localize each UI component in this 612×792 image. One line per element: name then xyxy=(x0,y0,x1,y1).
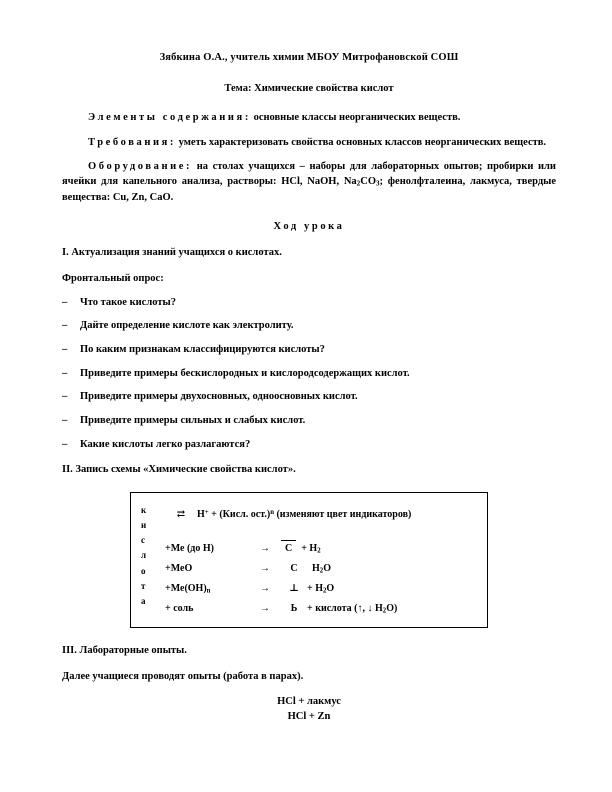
list-item xyxy=(62,438,556,452)
acid-properties-scheme xyxy=(130,492,488,628)
row2-product: С xyxy=(281,540,296,556)
scheme-letter: и xyxy=(141,520,147,531)
author-line: Зябкина О.А., учитель химии МБОУ Митрофановской СОШ xyxy=(159,52,459,63)
scheme-reaction-rows xyxy=(157,503,479,619)
list-item xyxy=(62,414,556,428)
scheme-letter: т xyxy=(141,580,146,591)
experiment-item: HCl + Zn xyxy=(287,710,331,722)
scheme-row-base xyxy=(165,579,479,599)
row2-tail-sub: 2 xyxy=(317,547,321,555)
list-item xyxy=(62,296,556,310)
arrow-icon: → xyxy=(260,562,270,574)
equipment-text-3: ; фенолфталеина, лакмуса, твердые вещества: Cu, Zn, CaO. xyxy=(62,176,556,203)
requirements-text: уметь характеризовать свойства основных классов неорганических веществ. xyxy=(176,136,547,148)
equipment-paragraph xyxy=(62,159,556,205)
row4-reagent-sub: n xyxy=(206,587,211,595)
question-text: По каким признакам классифицируются кислоты? xyxy=(80,343,325,355)
row5-product: Ь xyxy=(290,602,298,614)
question-text: Приведите примеры двухосновных, одноосновных кислот. xyxy=(80,391,358,403)
scheme-row-metal xyxy=(165,539,479,559)
row5-tail: + кислота (↑, ↓ H xyxy=(307,602,383,614)
dash-marker: – xyxy=(62,320,68,332)
experiment-item: HCl + лакмус xyxy=(277,695,341,707)
question-text: Какие кислоты легко разлагаются? xyxy=(80,438,251,450)
scheme-vertical-label xyxy=(141,503,157,619)
dash-marker: – xyxy=(62,438,68,450)
dash-marker: – xyxy=(62,391,68,403)
dash-marker: – xyxy=(62,414,68,426)
list-item xyxy=(62,343,556,357)
elements-label: Элементы содержания: xyxy=(88,112,251,124)
scheme-letter: а xyxy=(141,595,146,606)
equilibrium-arrow-icon: ⇄ xyxy=(176,508,186,520)
question-text: Приведите примеры сильных и слабых кислот. xyxy=(80,414,306,426)
equipment-label: Оборудование: xyxy=(88,160,193,172)
equipment-text-2: CO xyxy=(360,176,376,188)
scheme-row-dissociation xyxy=(165,503,479,523)
row3-tail-2: O xyxy=(323,562,331,574)
row5-tail-sub: 2 xyxy=(382,607,387,615)
part-3-text: Далее учащиеся проводят опыты (работа в парах). xyxy=(62,670,304,682)
row2-reagent: +Ме (до Н) xyxy=(165,542,214,554)
scheme-letter: с xyxy=(141,535,145,546)
question-text: Дайте определение кислоте как электролиту. xyxy=(80,320,294,332)
elements-text: основные классы неорганических веществ. xyxy=(250,112,461,124)
row3-product: С xyxy=(290,562,298,574)
part-3-heading: III. Лабораторные опыты. xyxy=(62,644,187,656)
row4-tail: + H xyxy=(307,582,323,594)
scheme-letter: л xyxy=(141,550,147,561)
frontal-survey-label: Фронтальный опрос: xyxy=(62,272,164,284)
row5-tail-2: O) xyxy=(386,602,398,614)
row1-residue-charge: n xyxy=(270,508,274,516)
equipment-subscript-2: 3 xyxy=(375,179,380,188)
arrow-icon: → xyxy=(260,602,270,614)
scheme-letter: о xyxy=(141,565,146,576)
list-item xyxy=(62,319,556,333)
dash-marker: – xyxy=(62,367,68,379)
scheme-letter: к xyxy=(141,504,147,515)
part-2-heading: II. Запись схемы «Химические свойства кислот». xyxy=(62,464,296,476)
arrow-icon: → xyxy=(260,582,270,594)
equipment-subscript-1: 2 xyxy=(356,179,361,188)
question-text: Что такое кислоты? xyxy=(80,296,176,308)
row5-reagent: + соль xyxy=(165,602,194,614)
scheme-spacer xyxy=(165,523,479,539)
dash-marker: – xyxy=(62,296,68,308)
row3-tail-sub: 2 xyxy=(319,567,324,575)
requirements-label: Требования: xyxy=(88,136,177,148)
row1-product: H xyxy=(197,508,205,520)
course-header: Ход урока xyxy=(273,220,345,232)
elements-paragraph xyxy=(62,110,556,125)
list-item xyxy=(62,367,556,381)
row4-tail-sub: 2 xyxy=(322,587,327,595)
row4-product: ⊥ xyxy=(289,582,299,594)
row1-charge: + xyxy=(204,508,209,516)
scheme-row-salt xyxy=(165,599,479,619)
row3-tail: H xyxy=(312,562,320,574)
question-list xyxy=(62,296,556,451)
scheme-diagram-wrapper xyxy=(62,492,556,628)
row1-note: (изменяют цвет индикаторов) xyxy=(273,508,412,520)
row4-reagent-text: +Ме(ОН) xyxy=(165,582,207,594)
part-1-heading: I. Актуализация знаний учащихся о кислотах. xyxy=(62,246,282,258)
question-text: Приведите примеры бескислородных и кислородсодержащих кислот. xyxy=(80,367,410,379)
row2-tail: + H xyxy=(301,542,318,554)
requirements-paragraph xyxy=(62,135,556,150)
list-item xyxy=(62,390,556,404)
row4-tail-2: O xyxy=(326,582,335,594)
scheme-row-metal-oxide xyxy=(165,559,479,579)
dash-marker: – xyxy=(62,343,68,355)
topic-line: Тема: Химические свойства кислот xyxy=(224,82,394,94)
equipment-text: на столах учащихся – наборы для лабораторных опытов; пробирки или ячейки для капельного анализа, растворы: HCl, NaOH, Na xyxy=(62,160,556,188)
row3-reagent: +МеО xyxy=(165,562,193,574)
experiment-list xyxy=(62,694,556,724)
arrow-icon: → xyxy=(260,542,270,554)
row1-residue: + (Кисл. ост.) xyxy=(208,508,271,520)
